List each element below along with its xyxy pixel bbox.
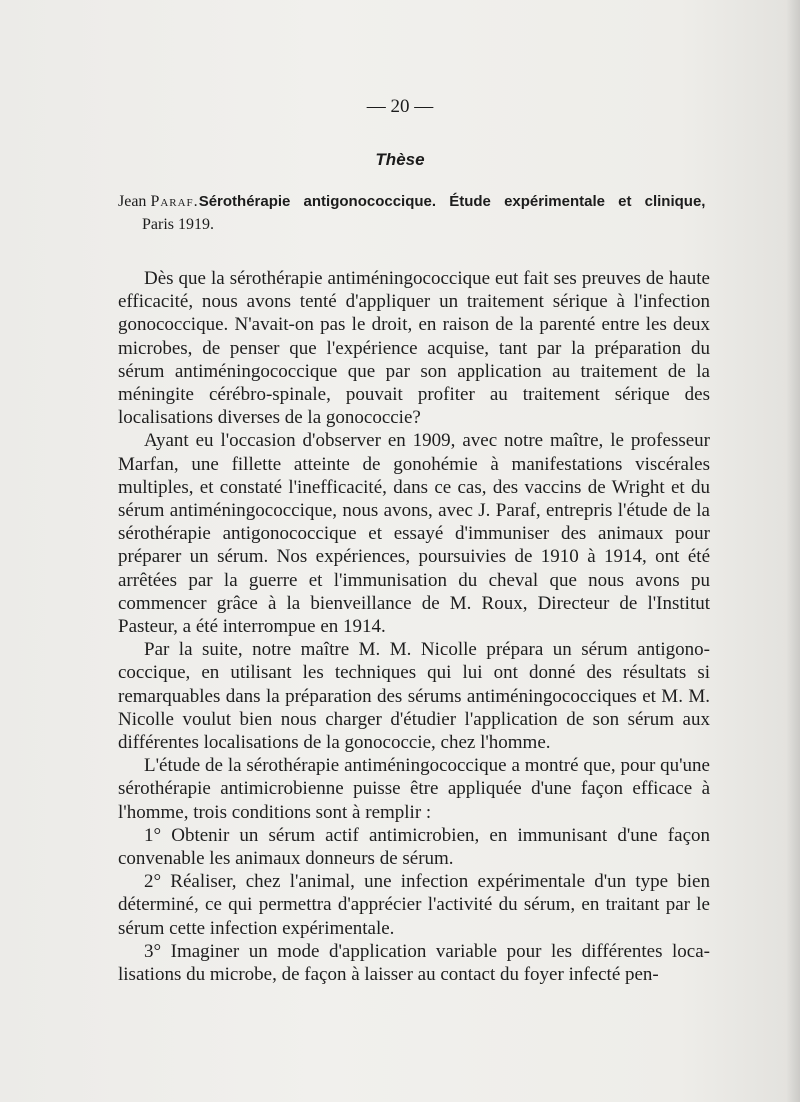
paragraph: Ayant eu l'occasion d'observer en 1909, avec notre maître, le professeur Marfan, une fillette atteinte de gonohémie à manifestations viscérales multiples, et constaté l'inefficacité, dans ce cas, des vaccins de Wright et du sérum antiméningococcique, nous avons, avec J. Paraf, entrepris l'étude de la sérothérapie antigonococcique et essayé d'immuniser des animaux pour préparer un sérum. Nos expériences, poursuivies de 1910 à 1914, ont été arrêtées par la guerre et l'immunisation du cheval que nous avons pu commencer grâce à la bienveillance de M. Roux, Directeur de l'Institut Pasteur, a été interrompue en 1914. — [118, 430, 710, 638]
reference-title: Sérothérapie antigonococcique. Étude expérimentale et clinique, — [198, 193, 706, 210]
paragraph: 3° Imaginer un mode d'application variable pour les différentes localisations du microbe, de façon à laisser au contact du foyer infecté pen- — [118, 940, 710, 986]
body-text — [118, 267, 710, 986]
paragraph: Par la suite, notre maître M. M. Nicolle prépara un sérum antigonococcique, en utilisant les techniques qui lui ont donné des résultats si remarquables dans la préparation des sérums antiméningococciques et M. M. Nicolle voulut bien nous charger d'étudier l'application de son sérum aux différentes localisations de la gonococcie, chez l'homme. — [118, 639, 710, 754]
reference-place-year: Paris 1919. — [142, 216, 214, 233]
section-heading: Thèse — [375, 150, 425, 169]
author-first-name: Jean — [118, 193, 147, 210]
reference-author — [118, 190, 199, 213]
reference-line-1 — [118, 190, 706, 213]
paragraph: 2° Réaliser, chez l'animal, une infection expérimentale d'un type bien déterminé, ce qui permettra d'apprécier l'activité du sérum, en traitant par le sérum cette infection expérimentale. — [118, 871, 710, 939]
paragraph: L'étude de la sérothérapie antiméningococcique a montré que, pour qu'une sérothérapie antimicrobienne puisse être appliquée d'une façon efficace à l'homme, trois conditions sont à remplir : — [118, 755, 710, 823]
paragraph: 1° Obtenir un sérum actif antimicrobien, en immunisant d'une façon convenable les animaux donneurs de sérum. — [118, 824, 710, 870]
bibliographic-reference — [118, 190, 706, 236]
page-number: — 20 — — [366, 96, 434, 117]
author-last-name: Paraf. — [150, 193, 199, 210]
paragraph: Dès que la sérothérapie antiméningococcique eut fait ses preuves de haute efficacité, nous avons tenté d'appliquer un traitement sérique à l'infection gonococcique. N'avait-on pas le droit, en raison de la parenté entre les deux microbes, de penser que l'expérience acquise, tant par la préparation du sérum antiméningococcique que par son application au traitement de la méningite cérébro-spinale, pouvait profiter au traitement sérique des localisations diverses de la gonococcie? — [118, 268, 710, 429]
